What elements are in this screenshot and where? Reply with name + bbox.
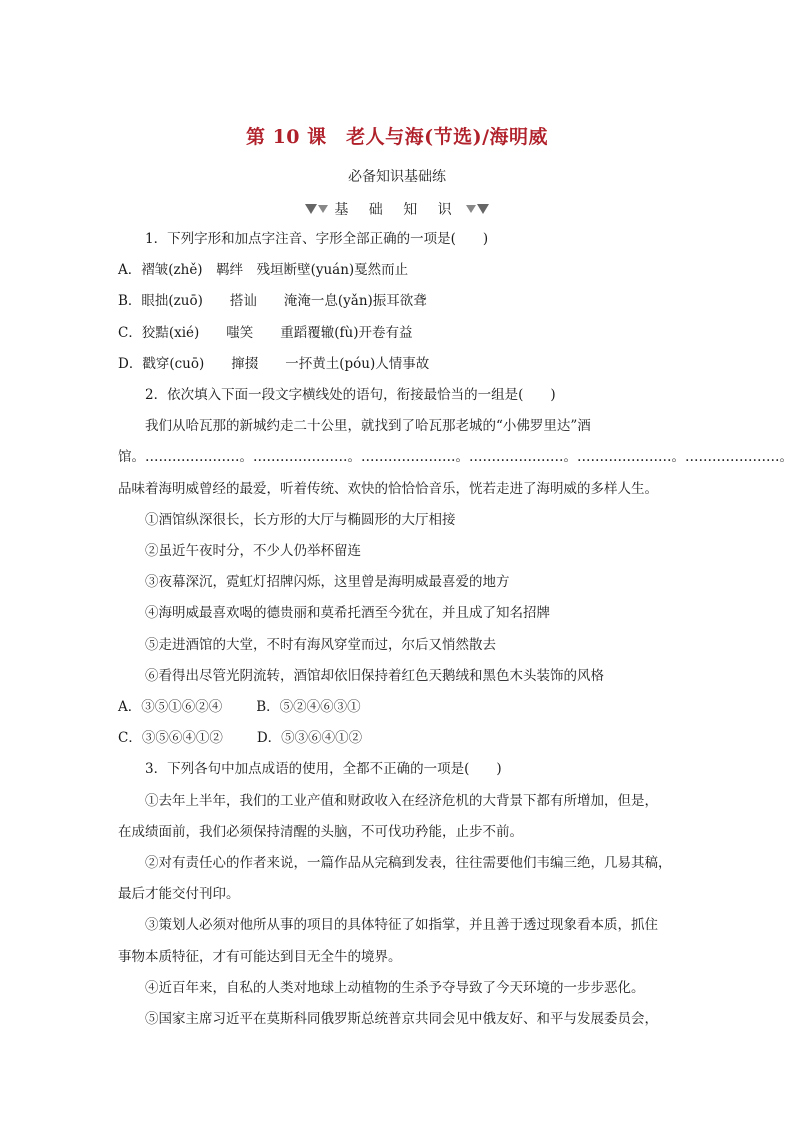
q1-stem: 1．下列字形和加点字注音、字形全部正确的一项是( )	[145, 231, 489, 247]
left-triangles-icon	[305, 204, 328, 214]
q2-options-row2	[118, 723, 678, 754]
q3-item1-line2: 在成绩面前，我们必须保持清醒的头脑，不可伐功矜能，止步不前。	[118, 823, 523, 840]
section-banner	[0, 199, 794, 219]
q2-sentence-1: ①酒馆纵深很长，长方形的大厅与椭圆形的大厅相接	[145, 511, 456, 528]
q1-option-d: D．戳穿(cuō) 撺掇 一抔黄土(póu)人情事故	[118, 355, 430, 372]
section-banner-label: 基 础 知 识	[334, 202, 460, 218]
q2-stem: 2．依次填入下面一段文字横线处的语句，衔接最恰当的一组是( )	[145, 387, 556, 404]
q3-stem: 3．下列各句中加点成语的使用，全都不正确的一项是( )	[145, 761, 502, 778]
q1-option-c: C．狡黠(xié) 嗤笑 重蹈覆辙(fù)开卷有益	[118, 324, 413, 341]
q3-item4-line1: ④近百年来，自私的人类对地球上动植物的生杀予夺导致了今天环境的一步步恶化。	[145, 979, 645, 996]
section-subtitle: 必备知识基础练	[348, 169, 446, 185]
q1-option-a: A．褶皱(zhě) 羁绊 残垣断壁(yuán)戛然而止	[118, 262, 409, 279]
q2-option-d: D．⑤③⑥④①②	[256, 730, 363, 747]
lesson-title: 第 10 课 老人与海(节选)/海明威	[245, 126, 549, 148]
q2-sentence-3: ③夜幕深沉，霓虹灯招牌闪烁，这里曾是海明威最喜爱的地方	[145, 574, 510, 591]
q2-passage-line1: 我们从哈瓦那的新城约走二十公里，就找到了哈瓦那老城的“小佛罗里达”酒	[145, 418, 591, 435]
q2-option-c: C．③⑤⑥④①②	[118, 730, 223, 747]
q2-sentence-6: ⑥看得出尽管光阴流转，酒馆却依旧保持着红色天鹅绒和黑色木头装饰的风格	[145, 667, 604, 684]
q3-item5-line1: ⑤国家主席习近平在莫斯科同俄罗斯总统普京共同会见中俄友好、和平与发展委员会，	[145, 1011, 658, 1028]
q2-passage-line3: 品味着海明威曾经的最爱，听着传统、欢快的恰恰恰音乐，恍若走进了海明威的多样人生。	[118, 480, 658, 497]
q2-option-b: B．⑤②④⑥③①	[256, 699, 361, 716]
q3-item3-line1: ③策划人必须对他所从事的项目的具体特征了如指掌，并且善于透过现象看本质，抓住	[145, 917, 658, 934]
q2-option-a: A．③⑤①⑥②④	[118, 699, 223, 716]
q3-item3-line2: 事物本质特征，才有可能达到目无全牛的境界。	[118, 948, 402, 965]
q1-option-b: B．眼拙(zuō) 搭讪 淹淹一息(yǎn)振耳欲聋	[118, 293, 427, 310]
q2-sentence-4: ④海明威最喜欢喝的德贵丽和莫希托酒至今犹在，并且成了知名招牌	[145, 605, 550, 622]
q2-sentence-2: ②虽近午夜时分，不少人仍举杯留连	[145, 543, 361, 560]
right-triangles-icon	[466, 204, 489, 214]
q3-item2-line1: ②对有责任心的作者来说，一篇作品从完稿到发表，往往需要他们韦编三绝，几易其稿，	[145, 855, 672, 872]
q2-passage-line2: 馆。…………………。…………………。…………………。…………………。…………………。…………………。	[118, 449, 793, 466]
q3-item1-line1: ①去年上半年，我们的工业产值和财政收入在经济危机的大背景下都有所增加，但是，	[145, 792, 658, 809]
q2-sentence-5: ⑤走进酒馆的大堂，不时有海风穿堂而过，尔后又悄然散去	[145, 636, 496, 653]
q3-item2-line2: 最后才能交付刊印。	[118, 886, 240, 903]
q2-options-row1	[118, 692, 678, 723]
question-content	[118, 224, 793, 1035]
